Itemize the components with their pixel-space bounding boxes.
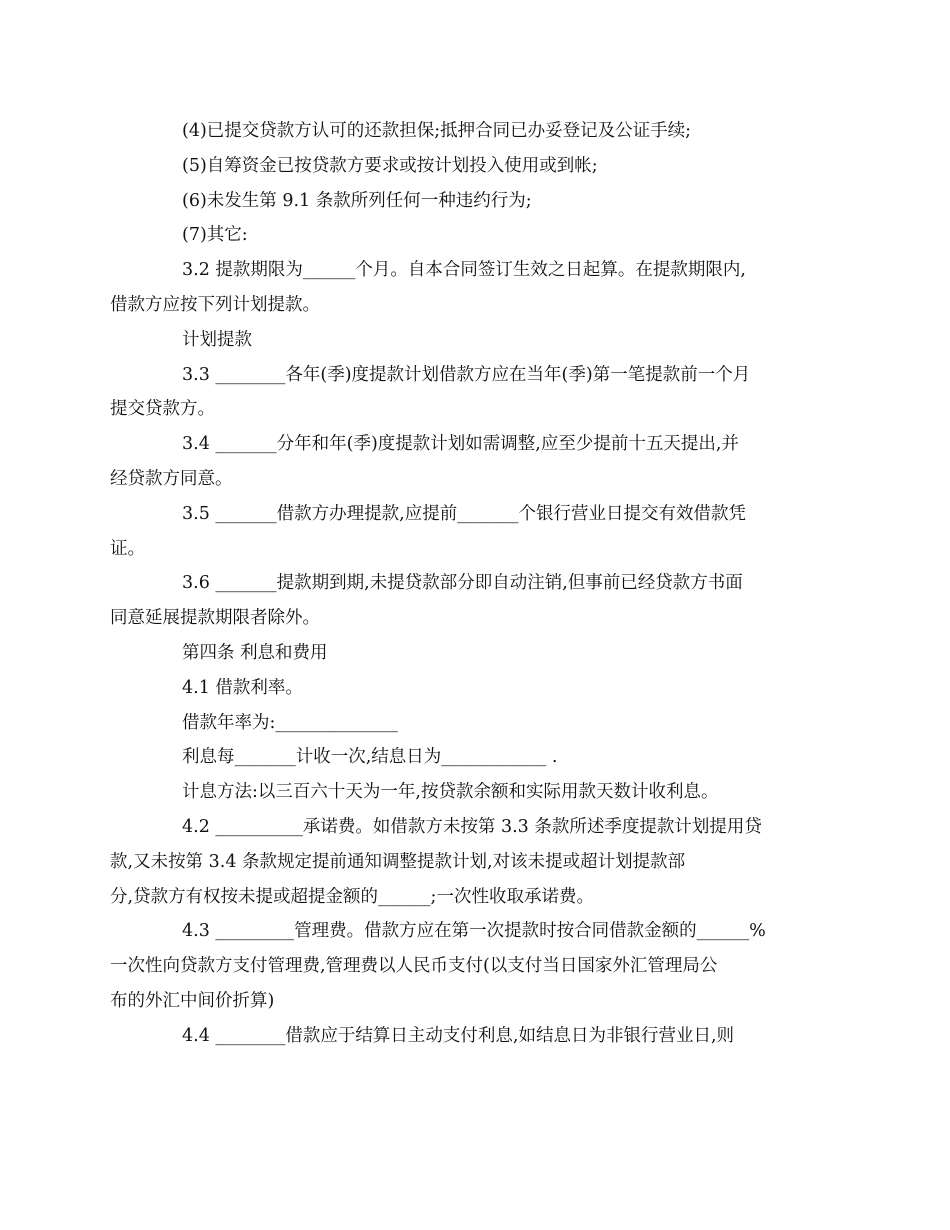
clause-3-5 bbox=[110, 497, 806, 567]
clause-3-2 bbox=[110, 253, 806, 323]
text-line: 4.4 ________借款应于结算日主动支付利息,如结息日为非银行营业日,则 bbox=[182, 1025, 735, 1046]
annual-rate-line bbox=[146, 706, 806, 741]
text-line: 计息方法:以三百六十天为一年,按贷款余额和实际用款天数计收利息。 bbox=[182, 782, 719, 803]
text-line: 提交贷款方。 bbox=[110, 399, 215, 420]
interest-method-line bbox=[146, 775, 806, 810]
text-line: 计划提款 bbox=[182, 329, 252, 350]
text-line: 第四条 利息和费用 bbox=[182, 642, 328, 663]
text-line: 3.4 _______分年和年(季)度提款计划如需调整,应至少提前十五天提出,并 bbox=[182, 434, 739, 455]
text-line: 4.3 _________管理费。借款方应在第一次提款时按合同借款金额的______% bbox=[182, 921, 766, 942]
text-line: 3.5 _______借款方办理提款,应提前_______个银行营业日提交有效借款凭 bbox=[182, 503, 746, 524]
text-line: 款,又未按第 3.4 条款规定提前通知调整提款计划,对该未提或超计划提款部 bbox=[110, 851, 686, 872]
text-line: 利息每_______计收一次,结息日为____________ . bbox=[182, 747, 558, 768]
article-4-heading bbox=[146, 636, 806, 671]
text-line: 分,贷款方有权按未提或超提金额的______;一次性收取承诺费。 bbox=[110, 886, 594, 907]
text-line: (6)未发生第 9.1 条款所列任何一种违约行为; bbox=[182, 190, 532, 211]
text-line: 同意延展提款期限者除外。 bbox=[110, 608, 320, 629]
paragraph-5-condition bbox=[146, 149, 806, 184]
document-body bbox=[110, 114, 806, 1054]
paragraph-6-condition bbox=[146, 184, 806, 219]
text-line: 3.2 提款期限为______个月。自本合同签订生效之日起算。在提款期限内, bbox=[182, 260, 746, 281]
text-line: 借款方应按下列计划提款。 bbox=[110, 294, 320, 315]
clause-4-2 bbox=[110, 810, 806, 914]
text-line: (5)自筹资金已按贷款方要求或按计划投入使用或到帐; bbox=[182, 155, 598, 176]
text-line: 经贷款方同意。 bbox=[110, 468, 233, 489]
clause-4-3 bbox=[110, 914, 806, 1018]
text-line: (4)已提交贷款方认可的还款担保;抵押合同已办妥登记及公证手续; bbox=[182, 121, 692, 141]
paragraph-7-condition bbox=[146, 218, 806, 253]
clause-3-4 bbox=[110, 427, 806, 497]
text-line: (7)其它: bbox=[182, 225, 248, 246]
clause-3-3 bbox=[110, 358, 806, 428]
text-line: 3.6 _______提款期到期,未提贷款部分即自动注销,但事前已经贷款方书面 bbox=[182, 573, 743, 594]
clause-4-1 bbox=[146, 671, 806, 706]
text-line: 3.3 ________各年(季)度提款计划借款方应在当年(季)第一笔提款前一个月 bbox=[182, 364, 751, 385]
text-line: 借款年率为:______________ bbox=[182, 712, 398, 733]
clause-4-4 bbox=[146, 1019, 806, 1054]
heading-plan-withdrawal bbox=[146, 323, 806, 358]
interest-period-line bbox=[146, 740, 806, 775]
text-line: 一次性向贷款方支付管理费,管理费以人民币支付(以支付当日国家外汇管理局公 bbox=[110, 956, 718, 977]
text-line: 布的外汇中间价折算) bbox=[110, 990, 275, 1011]
clause-3-6 bbox=[110, 566, 806, 636]
text-line: 4.1 借款利率。 bbox=[182, 677, 303, 698]
text-line: 4.2 __________承诺费。如借款方未按第 3.3 条款所述季度提款计划提用贷 bbox=[182, 816, 762, 837]
paragraph-4-condition bbox=[146, 114, 806, 149]
text-line: 证。 bbox=[110, 538, 145, 559]
